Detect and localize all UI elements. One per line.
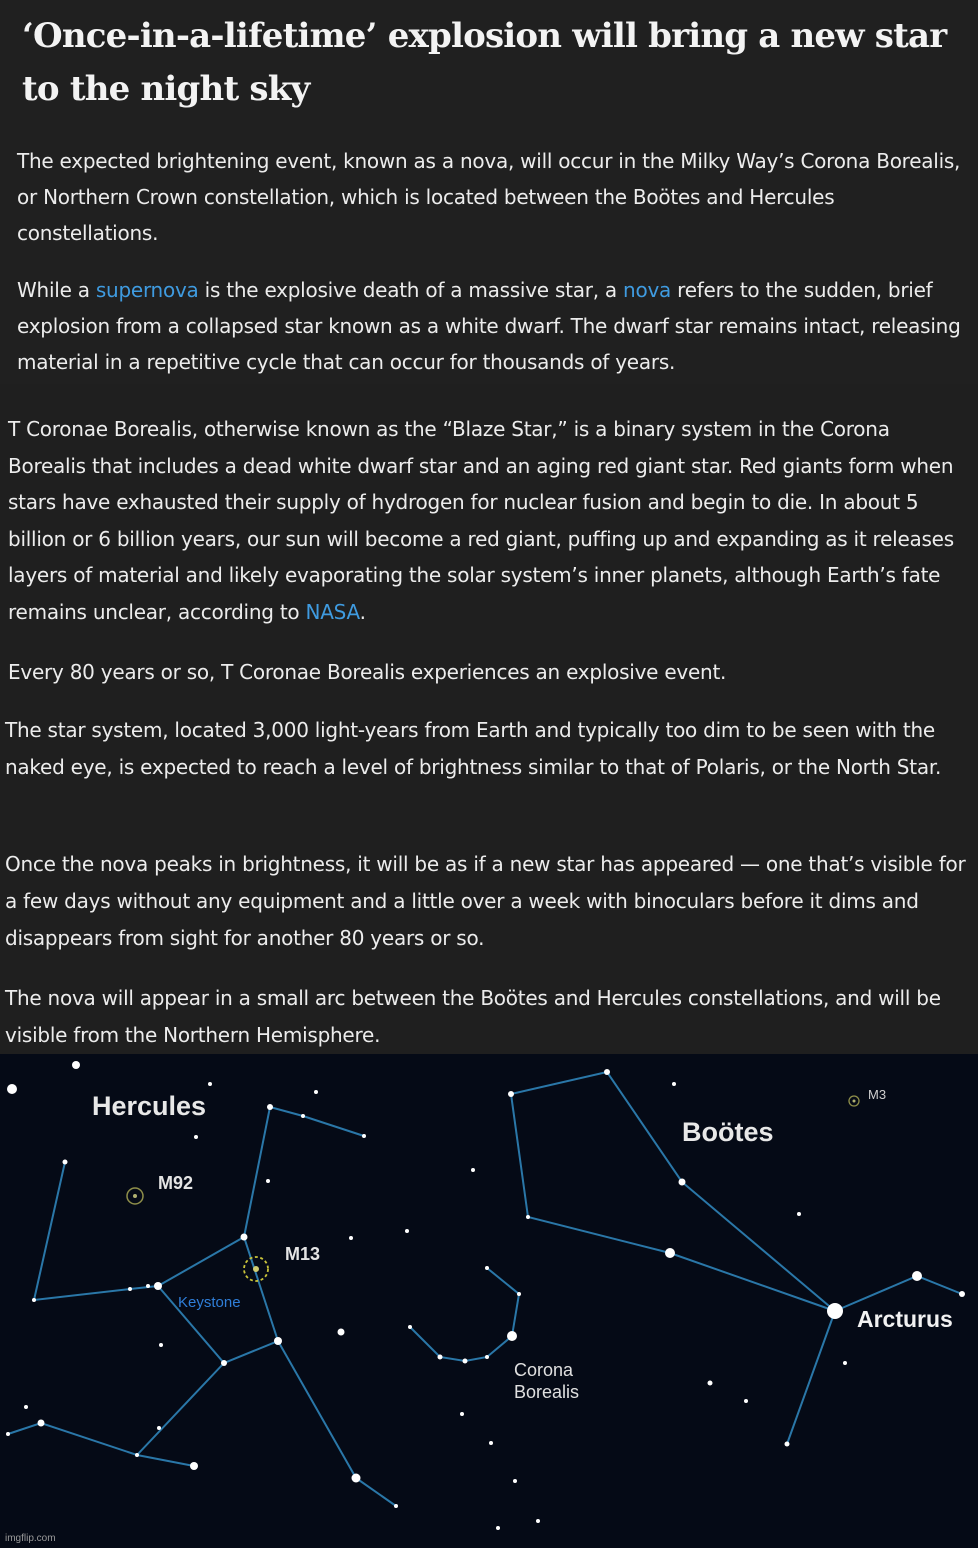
star	[362, 1134, 366, 1138]
m13-label: M13	[285, 1244, 321, 1264]
paragraph-star-system-distance: The star system, located 3,000 light-years from Earth and typically too dim to be seen with the naked eye, is expected to reach a level of brightness similar to that of Polaris, or the North Star.	[5, 718, 942, 779]
star	[508, 1091, 514, 1097]
m3-cluster-core	[853, 1100, 856, 1103]
hercules-line	[278, 1341, 396, 1506]
star	[460, 1412, 464, 1416]
star	[496, 1526, 500, 1530]
m13-cluster-core	[253, 1266, 259, 1272]
text-segment: .	[359, 599, 366, 624]
bootes-line	[787, 1311, 835, 1444]
hercules-line	[137, 1455, 194, 1466]
star	[912, 1271, 922, 1281]
star	[7, 1084, 17, 1094]
star	[485, 1355, 489, 1359]
star	[408, 1325, 412, 1329]
star	[190, 1462, 198, 1470]
bootes-line	[511, 1072, 835, 1311]
star	[24, 1405, 28, 1409]
constellation-lines	[8, 1072, 962, 1506]
star	[679, 1179, 686, 1186]
star	[536, 1519, 540, 1523]
m3-label: M3	[868, 1087, 887, 1102]
m92-cluster-core	[133, 1194, 137, 1198]
star	[154, 1282, 162, 1290]
keystone-label: Keystone	[178, 1294, 241, 1311]
star	[665, 1248, 675, 1258]
star	[194, 1135, 198, 1139]
star	[489, 1441, 493, 1445]
star	[32, 1298, 36, 1302]
star	[526, 1215, 530, 1219]
star	[301, 1114, 305, 1118]
bootes-label: Boötes	[682, 1117, 774, 1147]
corona-borealis-label-line1: Corona	[514, 1360, 574, 1380]
star	[221, 1360, 227, 1366]
hercules-label: Hercules	[92, 1091, 207, 1121]
hercules-line	[244, 1107, 364, 1237]
paragraph-visibility: The nova will appear in a small arc between the Boötes and Hercules constellations, and will be visible from the Northern Hemisphere.	[5, 986, 941, 1047]
stars	[6, 1061, 965, 1530]
paragraph-nova-peak: Once the nova peaks in brightness, it will be as if a new star has appeared — one that’s visible for a few days without any equipment and a little over a week with binoculars before it dims and disappears from sight for another 80 years or so.	[5, 852, 966, 950]
star	[274, 1337, 282, 1345]
star	[517, 1292, 521, 1296]
text-segment: is the explosive death of a massive star, a	[198, 278, 624, 302]
star	[267, 1104, 273, 1110]
star	[352, 1474, 361, 1483]
star	[785, 1442, 790, 1447]
paragraph-every-80-years: Every 80 years or so, T Coronae Borealis experiences an explosive event.	[8, 660, 727, 684]
star	[604, 1069, 610, 1075]
paragraph-supernova-vs-nova	[17, 272, 962, 380]
star	[72, 1061, 80, 1069]
star	[744, 1399, 748, 1403]
star	[405, 1229, 409, 1233]
star	[513, 1479, 517, 1483]
hercules-line	[34, 1162, 158, 1300]
star	[128, 1287, 132, 1291]
star	[471, 1168, 475, 1172]
star	[314, 1090, 318, 1094]
star	[485, 1266, 489, 1270]
text-segment: While a	[17, 278, 96, 302]
star	[843, 1361, 847, 1365]
corona-borealis-label-line2: Borealis	[514, 1382, 580, 1402]
paragraph-nova-location: The expected brightening event, known as a nova, will occur in the Milky Way’s Corona Borealis, or Northern Crown constellation, which is located between the Boötes and Hercules constellations.	[17, 149, 961, 245]
star	[266, 1179, 270, 1183]
star	[394, 1504, 398, 1508]
star	[159, 1343, 163, 1347]
star	[672, 1082, 676, 1086]
star	[338, 1329, 345, 1336]
star-map-graphic	[0, 1054, 978, 1548]
star	[6, 1432, 10, 1436]
star	[135, 1453, 139, 1457]
star	[438, 1355, 443, 1360]
arcturus-star	[827, 1303, 843, 1319]
star	[959, 1291, 965, 1297]
arcturus-label: Arcturus	[857, 1306, 953, 1332]
star	[241, 1234, 248, 1241]
text-segment: refers to the sudden, brief explosion from a collapsed star known as a white dwarf. The dwarf star remains intact, releasing material in a repetitive cycle that can occur for thousands of years.	[17, 278, 961, 374]
text-segment: T Coronae Borealis, otherwise known as the “Blaze Star,” is a binary system in the Corona Borealis that includes a dead white dwarf star and an aging red giant star. Red giants form when stars have exhausted their supply of hydrogen for nuclear fusion and begin to die. In about 5 billion or 6 billion years, our sun will become a red giant, puffing up and expanding as it releases layers of material and likely evaporating the solar system’s inner planets, although Earth’s fate remains unclear, according to	[8, 417, 954, 624]
star-map	[0, 1054, 978, 1548]
paragraph-blaze-star	[8, 411, 968, 631]
star	[463, 1359, 468, 1364]
hercules-line	[8, 1363, 224, 1455]
star	[38, 1420, 45, 1427]
corona-borealis-line	[410, 1268, 519, 1361]
star	[797, 1212, 801, 1216]
star	[63, 1160, 68, 1165]
supernova-link[interactable]: supernova	[95, 278, 199, 302]
m92-label: M92	[158, 1173, 194, 1193]
star	[708, 1381, 713, 1386]
star	[507, 1331, 517, 1341]
star	[146, 1284, 150, 1288]
nova-link[interactable]: nova	[623, 278, 672, 302]
imgflip-watermark: imgflip.com	[5, 1533, 56, 1544]
star	[157, 1426, 161, 1430]
article-headline: ‘Once-in-a-lifetime’ explosion will bring a new star to the night sky	[22, 16, 947, 109]
nasa-link[interactable]: NASA	[305, 599, 360, 624]
star	[208, 1082, 212, 1086]
star	[349, 1236, 353, 1240]
